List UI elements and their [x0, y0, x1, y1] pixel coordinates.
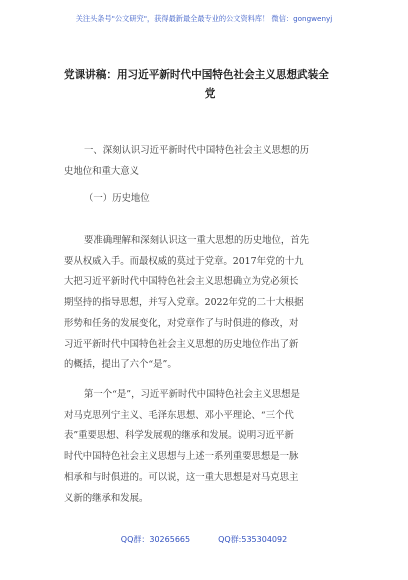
paragraph-line: 期坚持的指导思想，并写入党章。2022年党的二十大根据	[64, 297, 304, 309]
paragraph-line: 要从权威入手。而最权威的莫过于党章。2017年党的十九	[64, 255, 304, 267]
footer-qq-group-1: QQ群：30265665	[120, 535, 191, 544]
paragraph-line: 相承和与时俱进的。可以说，这一重大思想是对马克思主	[64, 471, 299, 483]
document-title	[64, 66, 356, 104]
paragraph-line: 大把习近平新时代中国特色社会主义思想确立为党必须长	[64, 276, 299, 288]
title-line-2: 党	[204, 88, 216, 100]
paragraph-line: 时代中国特色社会主义思想与上述一系列重要思想是一脉	[64, 451, 299, 463]
top-banner: 关注头条号"公文研究"，获得最新最全最专业的公文资料库！ 微信：gongwenyj	[75, 14, 333, 23]
subsection-heading: （一）历史地位	[84, 193, 150, 204]
paragraph-1	[64, 231, 356, 376]
paragraph-line: 第一个“是”，习近平新时代中国特色社会主义思想是	[84, 389, 300, 400]
paragraph-line: 义新的继承和发展。	[64, 492, 149, 504]
paragraph-line: 要准确理解和深刻认识这一重大思想的历史地位，首先	[84, 235, 310, 246]
section-heading-line-2: 史地位和重大意义	[64, 166, 140, 177]
section-heading	[64, 140, 356, 182]
paragraph-line: 形势和任务的发展变化，对党章作了与时俱进的修改，对	[64, 317, 299, 329]
footer-qq-group-2: QQ群:535304092	[218, 535, 288, 544]
paragraph-line: 的概括，提出了六个“是”。	[64, 359, 177, 371]
paragraph-line: 对马克思列宁主义、毛泽东思想、邓小平理论、“三个代	[64, 409, 294, 421]
paragraph-line: 表”重要思想、科学发展观的继承和发展。说明习近平新	[64, 430, 294, 442]
paragraph-line: 习近平新时代中国特色社会主义思想的历史地位作出了新	[64, 338, 299, 350]
paragraph-2	[64, 385, 356, 509]
section-heading-line-1: 一、深刻认识习近平新时代中国特色社会主义思想的历	[84, 145, 310, 156]
title-line-1: 党课讲稿：用习近平新时代中国特色社会主义思想武装全	[64, 69, 329, 81]
footer	[0, 534, 408, 545]
